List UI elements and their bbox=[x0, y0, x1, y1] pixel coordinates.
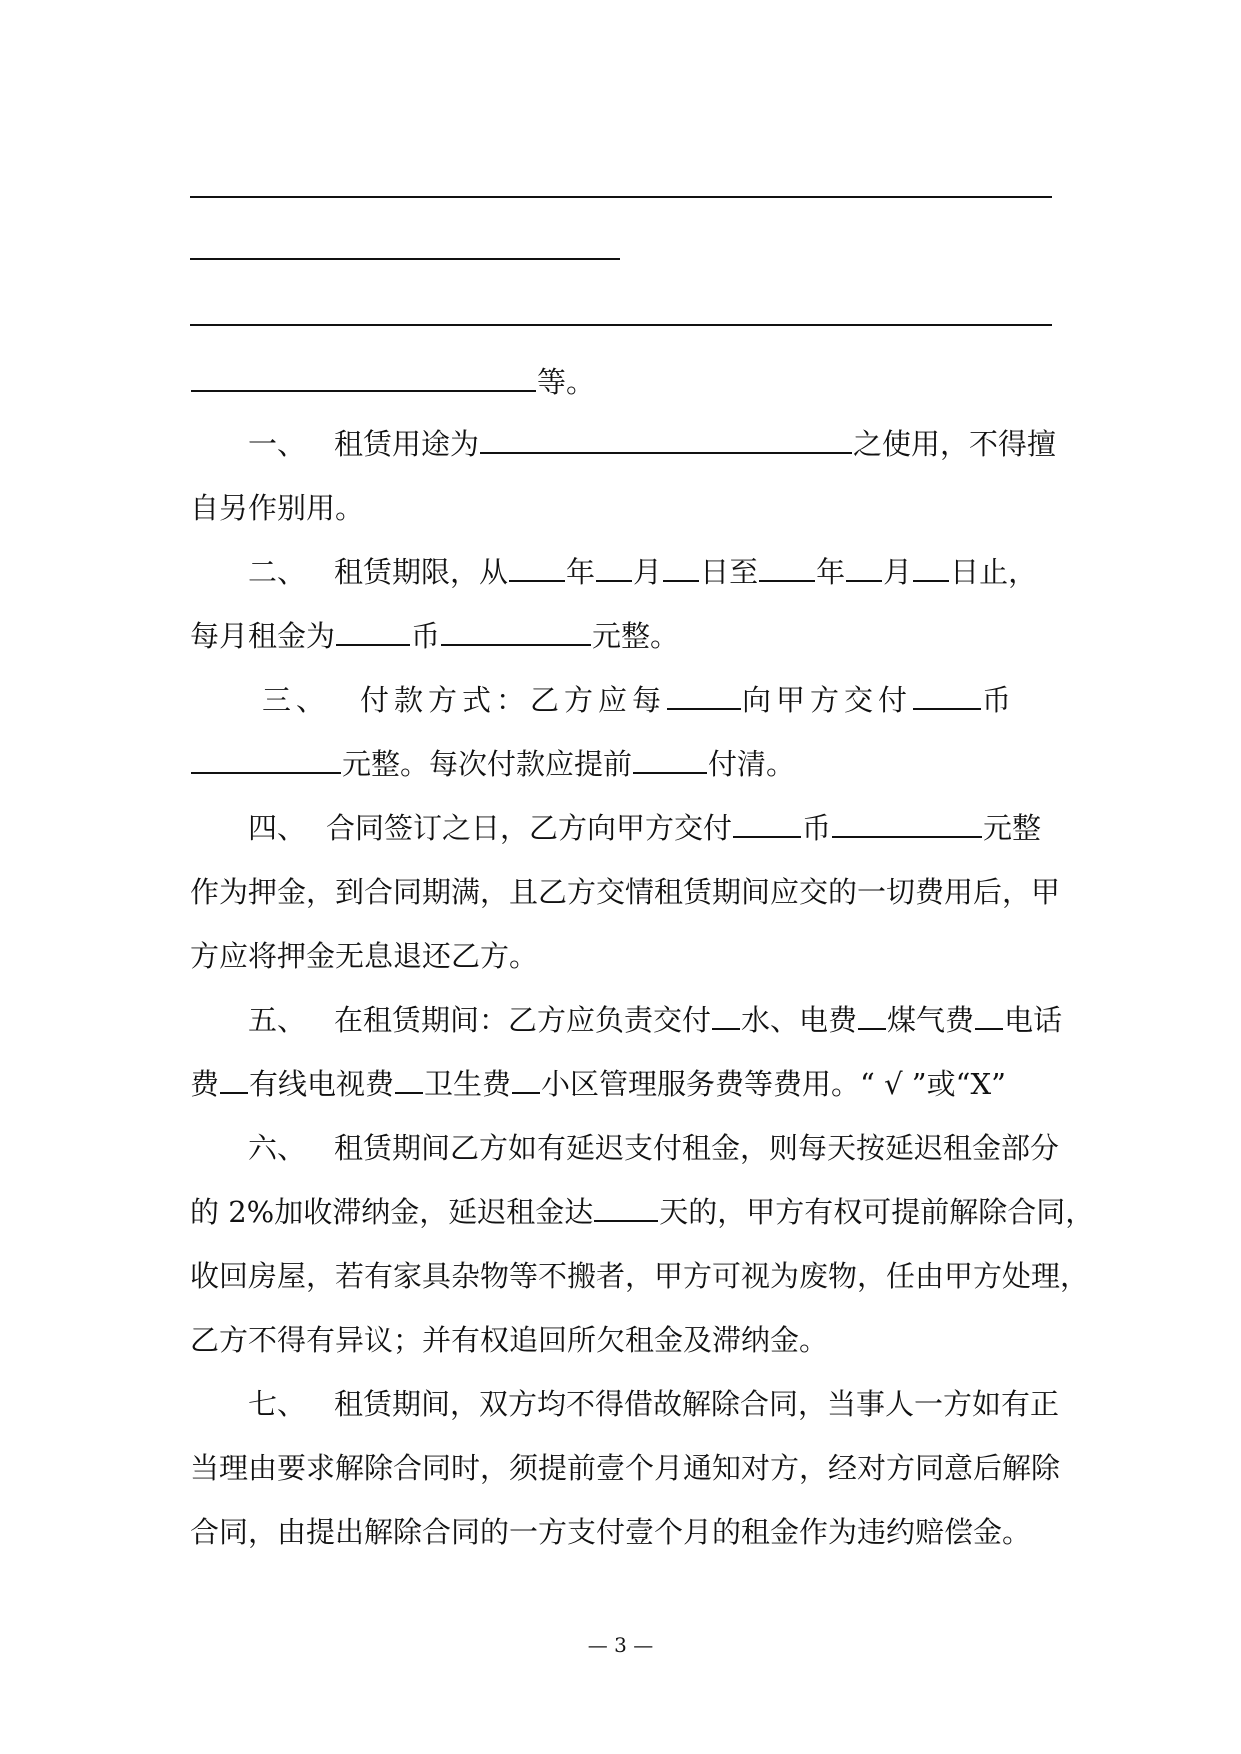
clause-number: 一、 bbox=[248, 427, 307, 461]
clause-text: 月 bbox=[633, 555, 663, 589]
clause-text: 年 bbox=[566, 555, 596, 589]
check-blank[interactable] bbox=[512, 1066, 540, 1094]
clause-text: 水、电费 bbox=[741, 1003, 858, 1037]
blank-rule bbox=[190, 258, 620, 260]
day-blank[interactable] bbox=[913, 554, 949, 582]
blank-line-ending bbox=[190, 362, 595, 402]
clause-text: 天的，甲方有权可提前解除合同， bbox=[659, 1195, 1095, 1229]
line-suffix: 等。 bbox=[537, 365, 596, 399]
page-number: — 3 — bbox=[587, 1633, 654, 1657]
clause-3 bbox=[262, 680, 1052, 720]
clause-number: 五、 bbox=[248, 1003, 307, 1037]
clause-text: 合同，由提出解除合同的一方支付壹个月的租金作为违约赔偿金。 bbox=[190, 1515, 1032, 1549]
clause-text: 自另作别用。 bbox=[190, 491, 365, 525]
clause-7 bbox=[248, 1384, 1059, 1424]
deposit-amount-blank[interactable] bbox=[832, 810, 982, 838]
clause-text: 租赁用途为 bbox=[334, 427, 480, 461]
clause-text: 乙方不得有异议；并有权追回所欠租金及滞纳金。 bbox=[190, 1323, 829, 1357]
clause-number: 三、 bbox=[262, 683, 331, 717]
clause-4-line-2 bbox=[190, 872, 1060, 912]
clause-text: 向甲方交付 bbox=[742, 683, 913, 717]
clause-number: 二、 bbox=[248, 555, 307, 589]
check-blank[interactable] bbox=[975, 1002, 1003, 1030]
blank-rule bbox=[190, 324, 1052, 326]
amount-blank[interactable] bbox=[441, 618, 591, 646]
amount-blank[interactable] bbox=[191, 746, 341, 774]
clause-3-line-2 bbox=[190, 744, 795, 784]
clause-text: 的 2%加收滞纳金，延迟租金达 bbox=[190, 1195, 594, 1229]
clause-text: 元整。 bbox=[592, 619, 680, 653]
check-blank[interactable] bbox=[858, 1002, 886, 1030]
year-blank[interactable] bbox=[759, 554, 815, 582]
clause-text: 币 bbox=[802, 811, 832, 845]
clause-text: 币 bbox=[982, 683, 1017, 717]
clause-text: 日至 bbox=[700, 555, 759, 589]
clause-text: 卫生费 bbox=[424, 1067, 512, 1101]
clause-5-line-2 bbox=[190, 1064, 1006, 1104]
clause-6-line-3 bbox=[190, 1256, 1089, 1296]
clause-text: 方应将押金无息退还乙方。 bbox=[190, 939, 539, 973]
clause-5 bbox=[248, 1000, 1062, 1040]
clause-number: 四、 bbox=[248, 811, 307, 845]
clause-7-line-3 bbox=[190, 1512, 1031, 1552]
clause-text: 付款方式：乙方应每 bbox=[360, 683, 667, 717]
blank-field[interactable] bbox=[191, 364, 536, 392]
clause-text: 币 bbox=[411, 619, 441, 653]
currency-blank[interactable] bbox=[913, 682, 981, 710]
currency-blank[interactable] bbox=[733, 810, 801, 838]
month-blank[interactable] bbox=[846, 554, 882, 582]
clause-text: 元整。每次付款应提前 bbox=[342, 747, 633, 781]
clause-4-line-3 bbox=[190, 936, 538, 976]
clause-text: 月 bbox=[883, 555, 913, 589]
clause-2 bbox=[248, 552, 1037, 592]
clause-4 bbox=[248, 808, 1041, 848]
check-blank[interactable] bbox=[712, 1002, 740, 1030]
clause-1-line-2 bbox=[190, 488, 364, 528]
period-blank[interactable] bbox=[667, 682, 741, 710]
clause-text: 租赁期间，双方均不得借故解除合同，当事人一方如有正 bbox=[334, 1387, 1060, 1421]
clause-6-line-2 bbox=[190, 1192, 1094, 1232]
clause-text: 合同签订之日，乙方向甲方交付 bbox=[326, 811, 733, 845]
clause-text: 租赁期限，从 bbox=[334, 555, 509, 589]
clause-text: 当理由要求解除合同时，须提前壹个月通知对方，经对方同意后解除 bbox=[190, 1451, 1061, 1485]
days-blank[interactable] bbox=[594, 1194, 658, 1222]
check-blank[interactable] bbox=[395, 1066, 423, 1094]
clause-text: 有线电视费 bbox=[249, 1067, 395, 1101]
clause-number: 七、 bbox=[248, 1387, 307, 1421]
clause-text: 作为押金，到合同期满，且乙方交情租赁期间应交的一切费用后，甲 bbox=[190, 875, 1061, 909]
clause-text: 之使用，不得擅 bbox=[853, 427, 1057, 461]
day-blank[interactable] bbox=[663, 554, 699, 582]
clause-text: 每月租金为 bbox=[190, 619, 336, 653]
clause-text: 付清。 bbox=[708, 747, 796, 781]
clause-text: 费 bbox=[190, 1067, 220, 1101]
clause-number: 六、 bbox=[248, 1131, 307, 1165]
clause-1 bbox=[248, 424, 1056, 464]
clause-text: 小区管理服务费等费用。“ √ ”或“X” bbox=[541, 1067, 1006, 1101]
year-blank[interactable] bbox=[509, 554, 565, 582]
clause-text: 电话 bbox=[1004, 1003, 1063, 1037]
clause-6-line-4 bbox=[190, 1320, 828, 1360]
clause-text: 煤气费 bbox=[887, 1003, 975, 1037]
clause-text: 在租赁期间：乙方应负责交付 bbox=[334, 1003, 712, 1037]
clause-2-line-2 bbox=[190, 616, 679, 656]
advance-days-blank[interactable] bbox=[633, 746, 707, 774]
blank-rule bbox=[190, 196, 1052, 198]
currency-blank[interactable] bbox=[336, 618, 410, 646]
month-blank[interactable] bbox=[596, 554, 632, 582]
usage-blank[interactable] bbox=[480, 426, 852, 454]
clause-text: 年 bbox=[816, 555, 846, 589]
clause-7-line-2 bbox=[190, 1448, 1060, 1488]
clause-text: 收回房屋，若有家具杂物等不搬者，甲方可视为废物，任由甲方处理， bbox=[190, 1259, 1090, 1293]
clause-text: 租赁期间乙方如有延迟支付租金，则每天按延迟租金部分 bbox=[334, 1131, 1060, 1165]
clause-text: 元整 bbox=[983, 811, 1042, 845]
clause-6 bbox=[248, 1128, 1059, 1168]
clause-text: 日止， bbox=[950, 555, 1038, 589]
check-blank[interactable] bbox=[220, 1066, 248, 1094]
